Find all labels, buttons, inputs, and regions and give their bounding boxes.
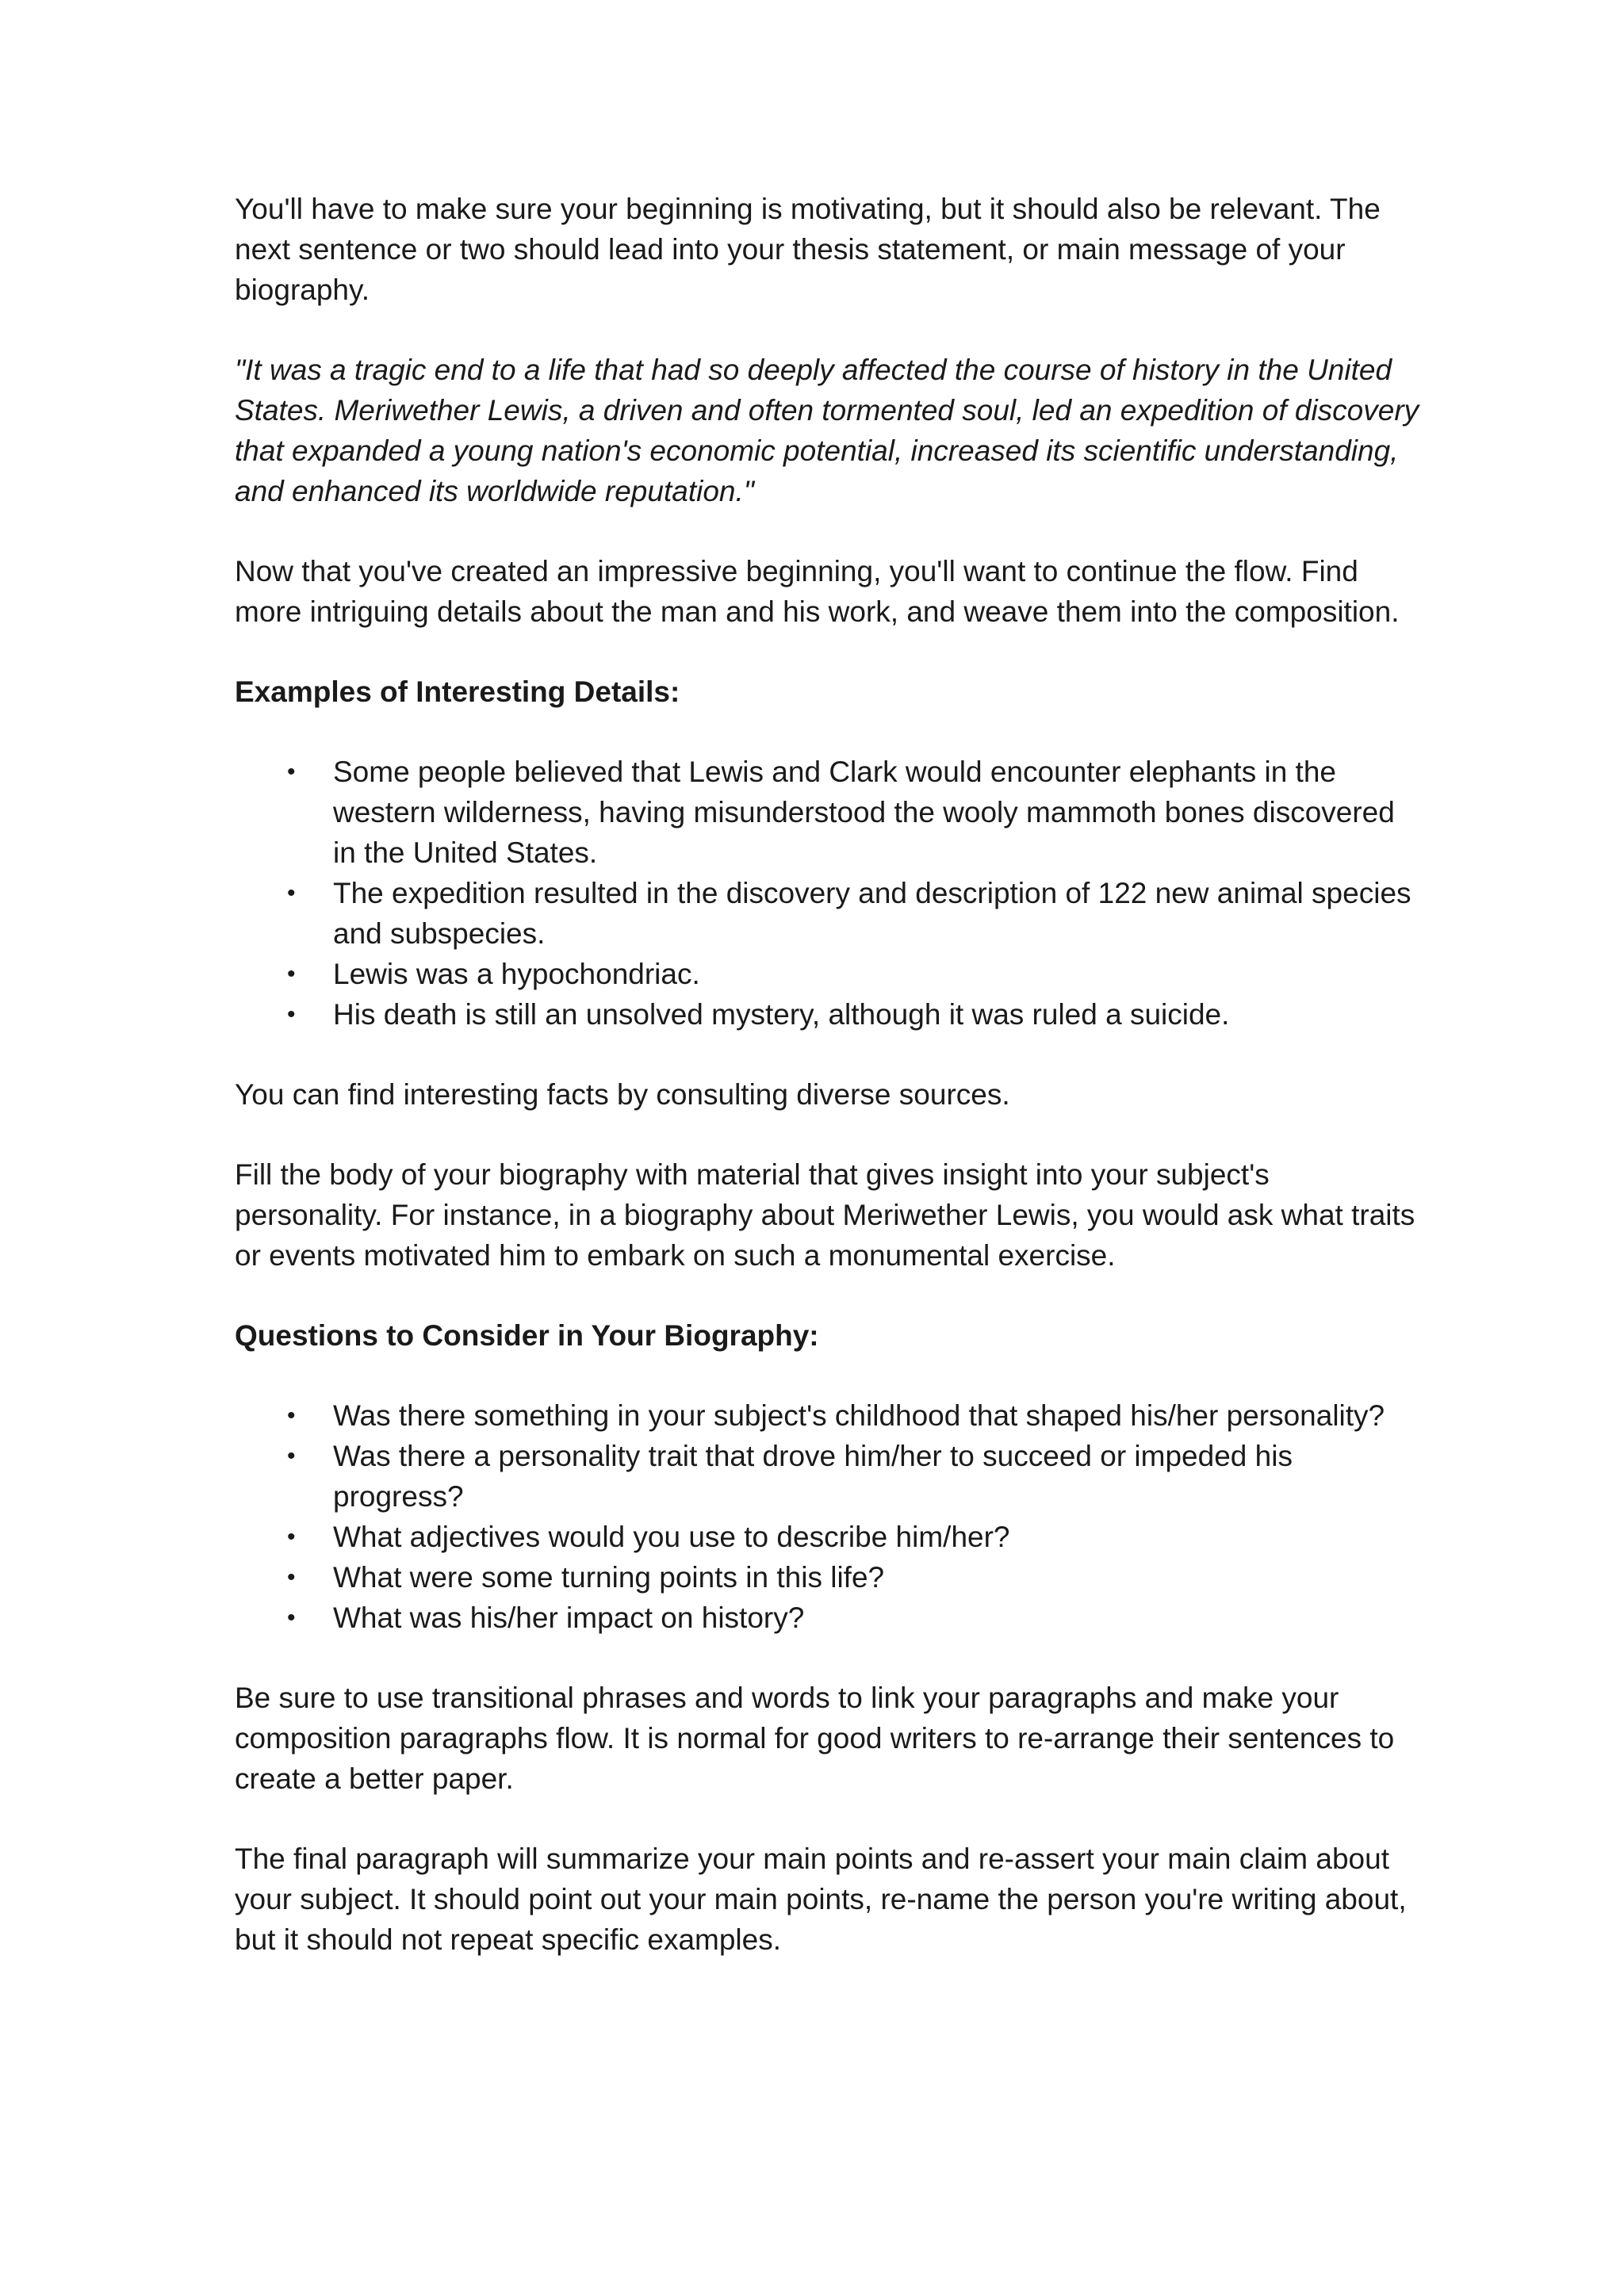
quote-paragraph: "It was a tragic end to a life that had so deeply affected the course of history in the United States. Meriwether Lewis, a driven and often tormented soul, led an expedition of discovery that expanded a young nation's economic potential, increased its scientific understanding, and enhanced its worldwide reputation."	[235, 354, 1419, 507]
bullet-icon: •	[287, 1443, 296, 1469]
bullet-icon: •	[287, 961, 296, 987]
list-item	[235, 1598, 1424, 1638]
list-item-text: Lewis was a hypochondriac.	[333, 958, 700, 990]
final-paragraph: The final paragraph will summarize your main points and re-assert your main claim about your subject. It should point out your main points, re-name the person you're writing about, but it should not repeat specific examples.	[235, 1843, 1407, 1956]
bullet-icon: •	[287, 759, 296, 785]
bullet-icon: •	[287, 880, 296, 906]
list-item-text: Some people believed that Lewis and Clark would encounter elephants in the western wilderness, having misunderstood the wooly mammoth bones discovered in the United States.	[333, 756, 1395, 869]
bullet-icon: •	[287, 1605, 296, 1631]
transitions-paragraph: Be sure to use transitional phrases and words to link your paragraphs and make your composition paragraphs flow. It is normal for good writers to re-arrange their sentences to create a better paper.	[235, 1682, 1395, 1795]
list-item	[235, 994, 1424, 1035]
details-list	[235, 752, 1424, 1035]
intro-paragraph: You'll have to make sure your beginning is motivating, but it should also be relevant. The next sentence or two should lead into your thesis statement, or main message of your biography.	[235, 193, 1381, 306]
list-item-text: What adjectives would you use to describe him/her?	[333, 1521, 1010, 1553]
body-paragraph: Fill the body of your biography with material that gives insight into your subject's personality. For instance, in a biography about Meriwether Lewis, you would ask what traits or events motivated him to embark on such a monumental exercise.	[235, 1158, 1415, 1272]
continue-flow-paragraph: Now that you've created an impressive beginning, you'll want to continue the flow. Find more intriguing details about the man and his work, and weave them into the composition.	[235, 555, 1400, 628]
list-item	[235, 954, 1424, 994]
list-item	[235, 752, 1424, 873]
list-item	[235, 873, 1424, 954]
list-item	[235, 1517, 1424, 1557]
list-item-text: His death is still an unsolved mystery, although it was ruled a suicide.	[333, 998, 1230, 1031]
list-item	[235, 1395, 1424, 1436]
questions-list	[235, 1395, 1424, 1638]
bullet-icon: •	[287, 1402, 296, 1429]
bullet-icon: •	[287, 1524, 296, 1550]
document-body	[235, 189, 1424, 1999]
questions-heading: Questions to Consider in Your Biography:	[235, 1319, 819, 1352]
list-item-text: Was there a personality trait that drove him/her to succeed or impeded his progress?	[333, 1440, 1293, 1513]
list-item-text: What was his/her impact on history?	[333, 1601, 805, 1634]
list-item-text: The expedition resulted in the discovery and description of 122 new animal species and subspecies.	[333, 877, 1411, 950]
bullet-icon: •	[287, 1001, 296, 1027]
sources-paragraph: You can find interesting facts by consulting diverse sources.	[235, 1078, 1010, 1111]
list-item	[235, 1436, 1424, 1517]
bullet-icon: •	[287, 1564, 296, 1590]
details-heading: Examples of Interesting Details:	[235, 675, 680, 708]
list-item-text: What were some turning points in this life?	[333, 1561, 885, 1594]
list-item	[235, 1557, 1424, 1598]
list-item-text: Was there something in your subject's childhood that shaped his/her personality?	[333, 1399, 1385, 1432]
